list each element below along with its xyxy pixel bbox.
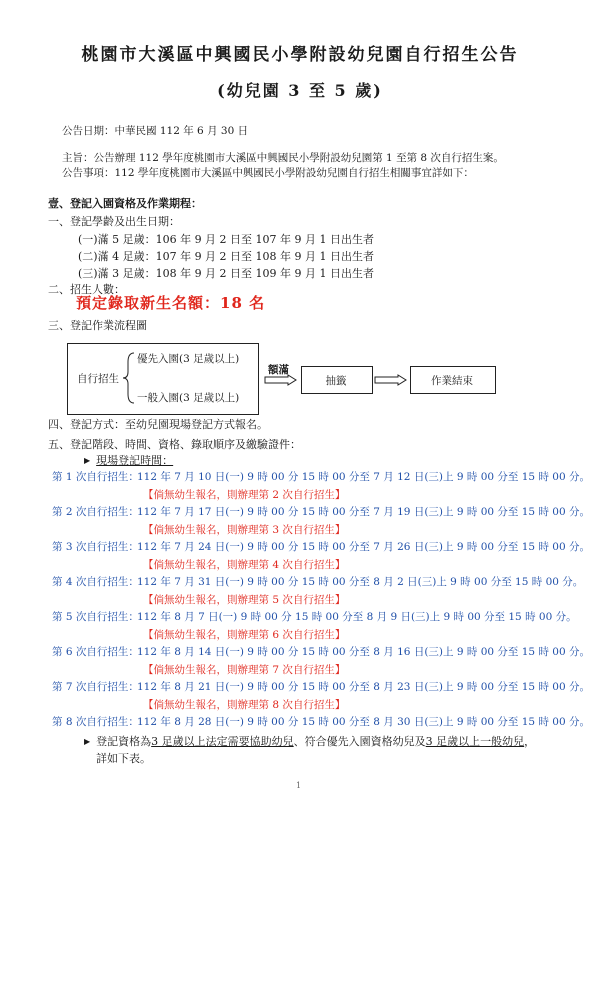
item-five-heading: 五、登記階段、時間、資格、錄取順序及繳驗證件： — [48, 438, 301, 451]
matters-line: 公告事項：112 學年度桃園市大溪區中興國民小學附設幼兒園自行招生相關事宜詳如下： — [62, 167, 474, 179]
subject-line: 主旨：公告辦理 112 學年度桃園市大溪區中興國民小學附設幼兒園第 1 至第 8 次自行招生案。 — [62, 152, 504, 164]
item-one-heading: 一、登記學齡及出生日期： — [48, 215, 180, 228]
round-3-note: 【倘無幼生報名，則辦理第 4 次自行招生】 — [143, 559, 346, 571]
flow-arrow-1 — [264, 374, 298, 386]
round-5-note: 【倘無幼生報名，則辦理第 6 次自行招生】 — [143, 629, 346, 641]
round-8-time: 112 年 8 月 28 日(一) 9 時 00 分 15 時 00 分至 8 月 30 日(三)上 9 時 00 分至 15 時 00 分。 — [137, 716, 590, 728]
enrollment-quota: 預定錄取新生名額：18 名 — [76, 294, 266, 312]
round-1-time: 112 年 7 月 10 日(一) 9 時 00 分 15 時 00 分至 7 月 12 日(三)上 9 時 00 分至 15 時 00 分。 — [137, 471, 590, 483]
age-line-5: (一)滿 5 足歲：106 年 9 月 2 日至 107 年 9 月 1 日出生者 — [78, 233, 375, 246]
onsite-registration-heading: ▶ 現場登記時間： — [84, 454, 174, 467]
round-7-time: 112 年 8 月 21 日(一) 9 時 00 分 15 時 00 分至 8 月 23 日(三)上 9 時 00 分至 15 時 00 分。 — [137, 681, 590, 693]
flow-arrow-2 — [374, 374, 408, 386]
section-one-heading: 壹、登記入園資格及作業期程： — [48, 197, 202, 210]
round-7-label: 第 7 次自行招生： — [52, 681, 139, 693]
round-3-label: 第 3 次自行招生： — [52, 541, 139, 553]
flow-self-label: 自行招生 — [77, 373, 119, 385]
round-5-time: 112 年 8 月 7 日(一) 9 時 00 分 15 時 00 分至 8 月 9 日(三)上 9 時 00 分至 15 時 00 分。 — [137, 611, 577, 623]
round-8-label: 第 8 次自行招生： — [52, 716, 139, 728]
round-2-time: 112 年 7 月 17 日(一) 9 時 00 分 15 時 00 分至 7 月 19 日(三)上 9 時 00 分至 15 時 00 分。 — [137, 506, 590, 518]
round-6-label: 第 6 次自行招生： — [52, 646, 139, 658]
age-line-4: (二)滿 4 足歲：107 年 9 月 2 日至 108 年 9 月 1 日出生者 — [78, 250, 375, 263]
round-4-note: 【倘無幼生報名，則辦理第 5 次自行招生】 — [143, 594, 346, 606]
round-6-time: 112 年 8 月 14 日(一) 9 時 00 分 15 時 00 分至 8 月 16 日(三)上 9 時 00 分至 15 時 00 分。 — [137, 646, 590, 658]
document-title: 桃園市大溪區中興國民小學附設幼兒園自行招生公告 — [81, 45, 519, 65]
eligibility-note: ▶ 登記資格為3 足歲以上法定需要協助幼兒、符合優先入園資格幼兒及3 足歲以上一般幼兒， — [84, 735, 536, 748]
item-three-heading: 三、登記作業流程圖 — [48, 319, 147, 332]
flow-brace — [122, 350, 136, 406]
page-number: 1 — [296, 781, 302, 790]
flow-priority-label: 優先入園(3 足歲以上) — [137, 353, 240, 365]
round-2-label: 第 2 次自行招生： — [52, 506, 139, 518]
item-two-heading: 二、招生人數： — [48, 283, 125, 296]
document-subtitle: (幼兒園 3 至 5 歲) — [217, 81, 383, 100]
round-1-note: 【倘無幼生報名，則辦理第 2 次自行招生】 — [143, 489, 346, 501]
triangle-bullet-icon: ▶ — [84, 737, 91, 746]
round-5-label: 第 5 次自行招生： — [52, 611, 139, 623]
triangle-bullet-icon: ▶ — [84, 456, 91, 465]
age-line-3: (三)滿 3 足歲：108 年 9 月 2 日至 109 年 9 月 1 日出生者 — [78, 267, 375, 280]
round-7-note: 【倘無幼生報名，則辦理第 8 次自行招生】 — [143, 699, 346, 711]
round-3-time: 112 年 7 月 24 日(一) 9 時 00 分 15 時 00 分至 7 月 26 日(三)上 9 時 00 分至 15 時 00 分。 — [137, 541, 590, 553]
flow-full-label: 額滿 — [268, 364, 289, 376]
round-6-note: 【倘無幼生報名，則辦理第 7 次自行招生】 — [143, 664, 346, 676]
flow-end-label: 作業結束 — [431, 375, 473, 387]
round-4-label: 第 4 次自行招生： — [52, 576, 139, 588]
flow-lottery-label: 抽籤 — [325, 375, 347, 387]
item-four-line: 四、登記方式：至幼兒園現場登記方式報名。 — [48, 418, 268, 431]
flow-general-label: 一般入園(3 足歲以上) — [137, 392, 240, 404]
round-2-note: 【倘無幼生報名，則辦理第 3 次自行招生】 — [143, 524, 346, 536]
round-4-time: 112 年 7 月 31 日(一) 9 時 00 分 15 時 00 分至 8 月 2 日(三)上 9 時 00 分至 15 時 00 分。 — [137, 576, 584, 588]
round-1-label: 第 1 次自行招生： — [52, 471, 139, 483]
announcement-date: 公告日期：中華民國 112 年 6 月 30 日 — [62, 125, 249, 137]
eligibility-note-continued: 詳如下表。 — [96, 752, 151, 765]
